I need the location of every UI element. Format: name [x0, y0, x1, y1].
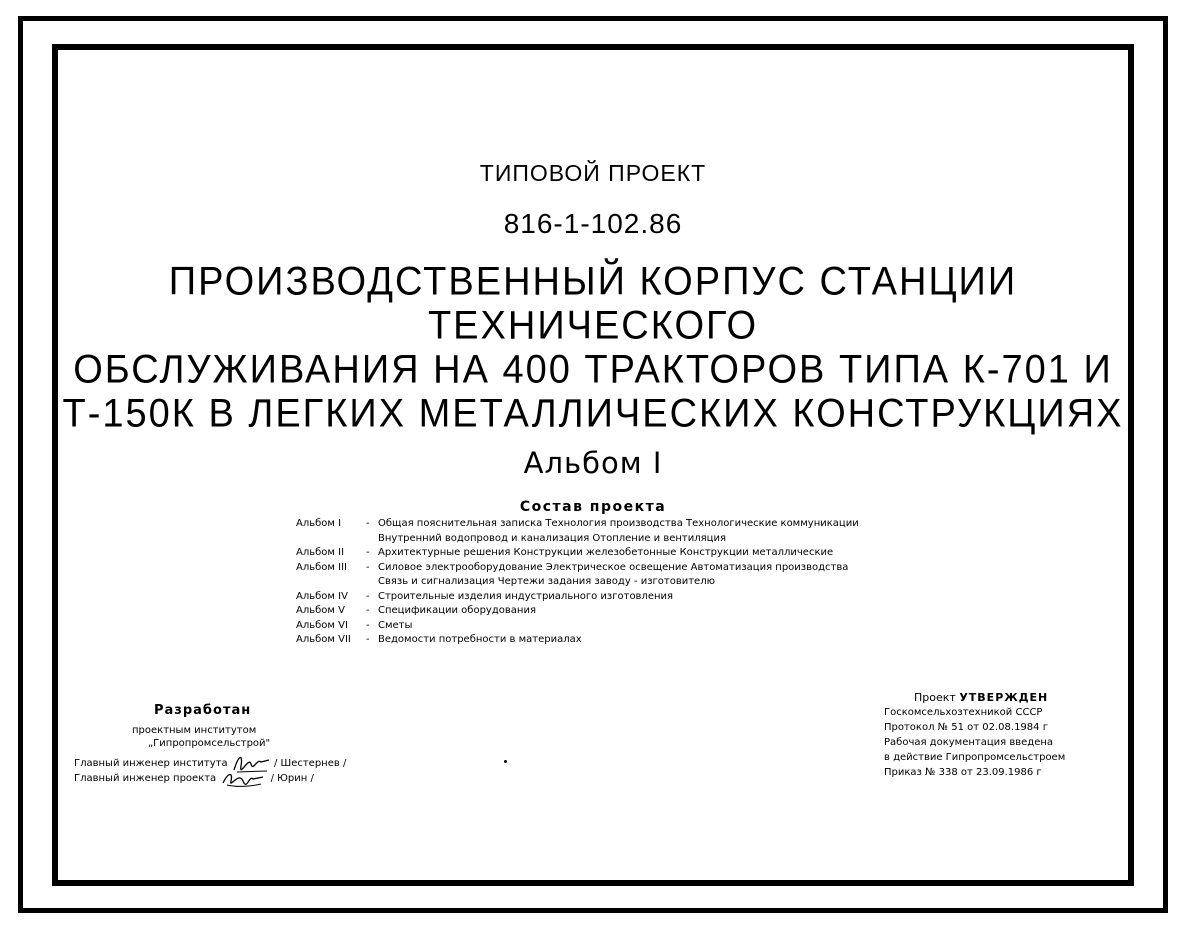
album-label: Альбом I — [523, 446, 663, 480]
approval-heading-status: УТВЕРЖДЕН — [959, 691, 1049, 704]
album-contents: Общая пояснительная записка Технология производства Технологические коммуникации — [378, 518, 859, 529]
dash: - — [366, 561, 370, 573]
signature-icon — [219, 767, 267, 789]
dash: - — [366, 590, 370, 602]
project-engineer-name: / Юрин / — [270, 773, 314, 784]
approval-heading — [884, 690, 1065, 705]
project-engineer-row — [74, 767, 314, 789]
approval-line: Рабочая документация введена — [884, 737, 1054, 748]
list-item — [296, 590, 859, 605]
album-number: Альбом VII — [296, 634, 351, 645]
album-contents: Архитектурные решения Конструкции железобетонные Конструкции металлические — [378, 547, 834, 558]
album-number: Альбом I — [296, 518, 342, 529]
approval-line: в действие Гипропромсельстроем — [884, 752, 1066, 763]
developer-institute: „Гипропромсельстрой" — [148, 738, 271, 749]
approval-line: Протокол № 51 от 02.08.1984 г — [884, 722, 1048, 733]
album-number: Альбом III — [296, 561, 347, 573]
album-contents: Спецификации оборудования — [378, 605, 536, 616]
list-item — [296, 619, 859, 634]
album-number: Альбом IV — [296, 590, 348, 602]
approval-line: Госкомсельхозтехникой СССР — [884, 707, 1043, 718]
album-contents: Строительные изделия индустриального изготовления — [378, 590, 674, 602]
developer-heading: Разработан — [154, 703, 252, 718]
chief-engineer-label: Главный инженер института — [74, 758, 228, 769]
developer-line: проектным институтом — [132, 725, 257, 736]
project-number: 816-1-102.86 — [503, 208, 683, 239]
dash: - — [366, 547, 370, 558]
title-line: ОБСЛУЖИВАНИЯ НА 400 ТРАКТОРОВ ТИПА К-701 И — [73, 348, 1113, 393]
title-line: ПРОИЗВОДСТВЕННЫЙ КОРПУС СТАНЦИИ ТЕХНИЧЕСКОГО — [168, 259, 1018, 348]
composition-list — [296, 517, 859, 648]
chief-engineer-name: / Шестернев / — [273, 758, 347, 769]
album-number: Альбом V — [296, 605, 345, 616]
album-contents: Силовое электрооборудование Электрическое освещение Автоматизация производства — [378, 561, 849, 573]
project-title — [52, 260, 1134, 436]
album-contents-cont: Связь и сигнализация Чертежи задания заводу - изготовителю — [378, 576, 716, 587]
album-number: Альбом II — [296, 547, 345, 558]
album-number: Альбом VI — [296, 619, 348, 631]
dot-mark — [504, 760, 507, 763]
list-item — [296, 633, 859, 648]
project-engineer-label: Главный инженер проекта — [74, 773, 217, 784]
album-contents: Ведомости потребности в материалах — [378, 634, 582, 645]
composition-title: Состав проекта — [519, 499, 667, 515]
title-line: Т-150К В ЛЕГКИХ МЕТАЛЛИЧЕСКИХ КОНСТРУКЦИЯХ — [62, 392, 1124, 437]
dash: - — [366, 518, 370, 529]
list-item — [296, 604, 859, 619]
album-contents-cont: Внутренний водопровод и канализация Отопление и вентиляция — [378, 532, 726, 544]
list-item — [296, 517, 859, 532]
document-subtitle: ТИПОВОЙ ПРОЕКТ — [479, 160, 707, 186]
approval-block — [884, 690, 1065, 780]
dash: - — [366, 634, 370, 645]
dash: - — [366, 619, 370, 631]
album-contents: Сметы — [378, 619, 413, 631]
approval-line: Приказ № 338 от 23.09.1986 г — [884, 767, 1042, 778]
list-item — [296, 546, 859, 561]
dash: - — [366, 605, 370, 616]
approval-heading-prefix: Проект — [914, 691, 956, 704]
list-item — [296, 561, 859, 576]
